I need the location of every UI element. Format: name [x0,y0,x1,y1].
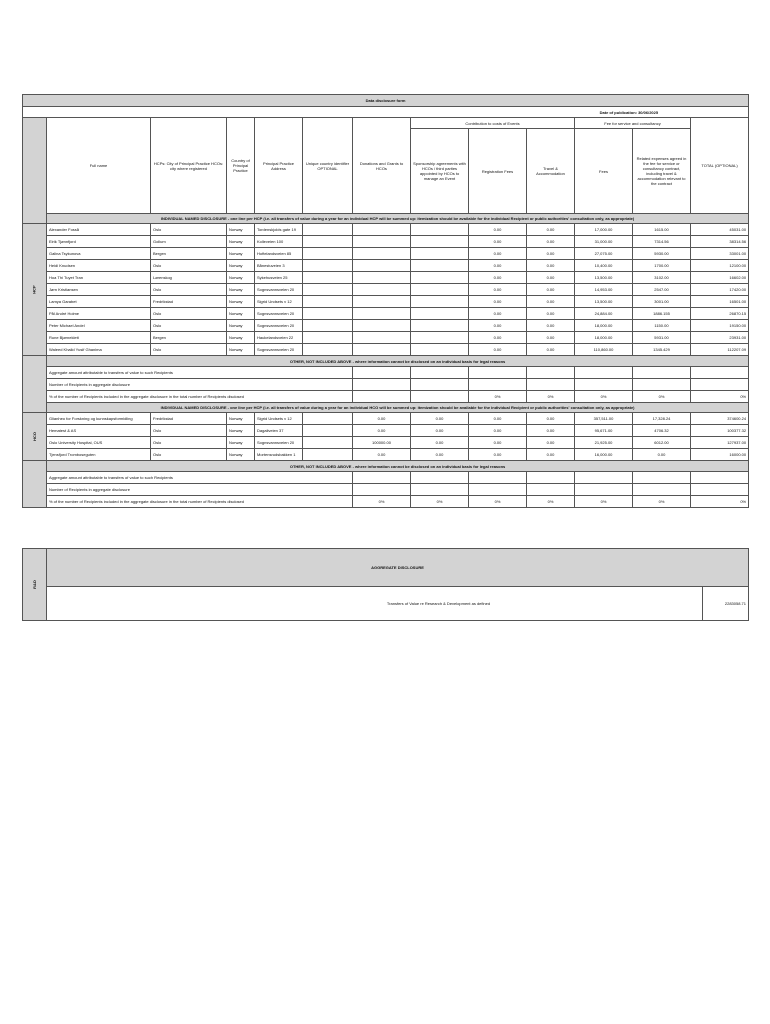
hcp-cell-total: 17420.00 [691,284,749,296]
hcp-table-row [23,224,749,236]
hcp-cell-reg: 0.00 [469,308,527,320]
hcp-cell-city: Oslo [151,284,227,296]
hcp-cell-name: Galina Tsykunova [47,248,151,260]
hcp-cell-total: 12100.00 [691,260,749,272]
hcp-cell-address: Hoftelandsveien 85 [255,248,303,260]
hcp-cell-city: Oslo [151,308,227,320]
hcp-pct-label: % of the number of Recipients included in the aggregate disclosure in the total number of Recipients disclosed [47,391,353,403]
hcp-cell-don [353,272,411,284]
hco-pct-total: 0% [691,496,749,508]
hcp-cell-city: Fredrikstad [151,296,227,308]
hco-cell-id [303,437,353,449]
hcp-cell-total: 23931.00 [691,332,749,344]
hcp-cell-id [303,296,353,308]
hcp-cell-travel: 0.00 [527,248,575,260]
hco-cell-city: Oslo [151,437,227,449]
hcp-cell-reg: 0.00 [469,320,527,332]
hco-cell-reg: 0.00 [469,425,527,437]
hcp-cell-address: Sognsvannsveien 20 [255,344,303,356]
rd-label: Transfers of Value re Research & Development as defined [47,587,703,621]
hcp-cell-don [353,320,411,332]
hcp-cell-country: Norway [227,296,255,308]
hcp-cell-city: Oslo [151,224,227,236]
hcp-cell-name: Jørn Kristiansen [47,284,151,296]
hcp-cell-id [303,284,353,296]
hco-other-banner: OTHER, NOT INCLUDED ABOVE - where information cannot be disclosed on an individual basis for legal reasons [47,461,749,472]
hcp-cell-id [303,308,353,320]
rd-header: AGGREGATE DISCLOSURE [47,549,749,587]
col-total: TOTAL (OPTIONAL) [691,118,749,214]
hcp-cell-name: Heidi Knudsen [47,260,151,272]
hco-cell-city: Oslo [151,425,227,437]
publication-date: Date of publication: 30/06/2025 [23,107,749,118]
hcp-cell-total: 16602.00 [691,272,749,284]
hcp-cell-reg: 0.00 [469,296,527,308]
hcp-cell-id [303,332,353,344]
hco-cell-country: Norway [227,437,255,449]
hcp-cell-reg: 0.00 [469,332,527,344]
hco-cell-id [303,425,353,437]
hcp-cell-total: 26870.15 [691,308,749,320]
hcp-cell-related: 5930.00 [633,248,691,260]
hcp-table-row [23,332,749,344]
hcp-cell-city: Lørenskog [151,272,227,284]
hco-table-row [23,413,749,425]
hcp-cell-city: Bergen [151,332,227,344]
hco-cell-related: 17,328.24 [633,413,691,425]
hcp-cell-don [353,296,411,308]
col-related: Related expenses agreed in the fee for service or consultancy contract, including travel & accommodation relevant to the contract [633,129,691,214]
hco-agg-label: Aggregate amount attributable to transfers of value to such Recipients [47,472,353,484]
hco-cell-fees: 357,511.00 [575,413,633,425]
hcp-cell-don [353,284,411,296]
hcp-cell-reg: 0.00 [469,224,527,236]
col-travel: Travel & Accommodation [527,129,575,214]
hco-cell-city: Oslo [151,449,227,461]
hco-cell-reg: 0.00 [469,437,527,449]
hcp-agg-label: Aggregate amount attributable to transfers of value to such Recipients [47,367,353,379]
hcp-cell-reg: 0.00 [469,260,527,272]
hcp-table-row [23,248,749,260]
hcp-table-row [23,320,749,332]
hcp-cell-country: Norway [227,284,255,296]
hcp-cell-address: Sigrid Undsets v 12 [255,296,303,308]
hcp-cell-name: Waleed Khalid Yusif Ghanima [47,344,151,356]
hco-table-row [23,437,749,449]
hcp-cell-travel: 0.00 [527,260,575,272]
hcp-cell-spon [411,320,469,332]
hcp-cell-travel: 0.00 [527,224,575,236]
hcp-cell-total: 112207.09 [691,344,749,356]
hcp-cell-address: Sykehusveien 25 [255,272,303,284]
hcp-cell-address: Sognsvannsveien 20 [255,284,303,296]
hcp-cell-fees: 31,000.00 [575,236,633,248]
hcp-cell-spon [411,272,469,284]
hcp-cell-total: 16501.00 [691,296,749,308]
col-country: Country of Principal Practice [227,118,255,214]
hcp-cell-don [353,236,411,248]
hcp-cell-id [303,260,353,272]
hcp-cell-name: Alexander Fosså [47,224,151,236]
hcp-table-row [23,344,749,356]
hcp-cell-spon [411,308,469,320]
hco-cell-name: Hematest & AS [47,425,151,437]
hcp-other-banner: OTHER, NOT INCLUDED ABOVE - where information cannot be disclosed on an individual basis for legal reasons [47,356,749,367]
hcp-cell-related: 1700.00 [633,260,691,272]
hcp-cell-don [353,248,411,260]
hco-cell-address: Sigrid Undsets v 12 [255,413,303,425]
hcp-cell-fees: 110,860.00 [575,344,633,356]
hcp-side-label: HCP [31,285,37,294]
group-contribution: Contribution to costs of Events [411,118,575,129]
hco-cell-total: 16000.00 [691,449,749,461]
rd-value: 2283058.71 [703,587,749,621]
hcp-cell-spon [411,224,469,236]
hco-cell-don: 0.00 [353,413,411,425]
hco-cell-reg: 0.00 [469,449,527,461]
hco-cell-travel: 0.00 [527,413,575,425]
hcp-cell-fees: 13,500.00 [575,296,633,308]
hco-pct-don: 0% [353,496,411,508]
hco-pct-label: % of the number of Recipients included in the aggregate disclosure in the total number of Recipients disclosed [47,496,353,508]
hcp-cell-spon [411,260,469,272]
hco-cell-spon: 0.00 [411,425,469,437]
hcp-cell-city: Oslo [151,320,227,332]
hco-pct-fees: 0% [575,496,633,508]
hco-pct-reg: 0% [469,496,527,508]
hco-cell-related: 6012.00 [633,437,691,449]
hco-cell-id [303,413,353,425]
hco-cell-fees: 16,000.00 [575,449,633,461]
col-city: HCPs: City of Principal Practice HCOs: city where registered [151,118,227,214]
hcp-count-label: Number of Recipients in aggregate disclosure [47,379,353,391]
hcp-cell-id [303,236,353,248]
hcp-cell-related: 3001.00 [633,296,691,308]
hcp-cell-related: 7314.56 [633,236,691,248]
hcp-cell-id [303,224,353,236]
hcp-cell-id [303,272,353,284]
hcp-cell-spon [411,284,469,296]
hco-cell-address: Mortensrudsbakken 1 [255,449,303,461]
hcp-cell-fees: 24,884.00 [575,308,633,320]
hco-cell-don: 100000.00 [353,437,411,449]
hcp-cell-address: Haukelandsveien 22 [255,332,303,344]
hcp-cell-related: 5931.00 [633,332,691,344]
hcp-cell-name: Rune Bjørneklett [47,332,151,344]
disclosure-table [22,94,749,508]
col-full-name: Full name [47,118,151,214]
hco-cell-total: 100377.32 [691,425,749,437]
hcp-cell-total: 33001.00 [691,248,749,260]
hcp-cell-don [353,344,411,356]
hco-cell-travel: 0.00 [527,449,575,461]
hcp-cell-country: Norway [227,344,255,356]
hcp-cell-name: Eirik Tjønnfjord [47,236,151,248]
hcp-cell-fees: 13,500.00 [575,272,633,284]
hco-cell-fees: 21,925.00 [575,437,633,449]
hco-pct-spon: 0% [411,496,469,508]
hco-cell-don: 0.00 [353,449,411,461]
hcp-cell-address: Sognsvannsveien 20 [255,308,303,320]
hco-named-banner: INDIVIDUAL NAMED DISCLOSURE - one line per HCP (i.e. all transfers of value during a year for an individual HCO will be summed up: itemization should be available for the individual Recipient or public authorities' consultation only, as appropriate) [47,403,749,413]
hco-table-row [23,425,749,437]
rd-table [22,548,749,621]
hcp-cell-fees: 27,075.00 [575,248,633,260]
col-fees: Fees [575,129,633,214]
hcp-cell-related: 1345.429 [633,344,691,356]
hcp-cell-travel: 0.00 [527,308,575,320]
hcp-cell-city: Oslo [151,344,227,356]
hcp-cell-total: 38314.56 [691,236,749,248]
hcp-named-banner: INDIVIDUAL NAMED DISCLOSURE - one line per HCP (i.e. all transfers of value during a year for an individual HCP will be summed up: itemization should be available for the individual Recipient or public authorities' consultation only, as appropriate) [47,214,749,224]
hcp-cell-travel: 0.00 [527,284,575,296]
hcp-cell-country: Norway [227,308,255,320]
hco-cell-total: 127937.00 [691,437,749,449]
hcp-cell-city: Gollum [151,236,227,248]
hcp-cell-don [353,332,411,344]
hcp-cell-reg: 0.00 [469,248,527,260]
hcp-cell-reg: 0.00 [469,344,527,356]
col-address: Principal Practice Address [255,118,303,214]
hco-cell-country: Norway [227,449,255,461]
hco-cell-name: Oslo University Hospital, OUS [47,437,151,449]
hco-cell-reg: 0.00 [469,413,527,425]
hcp-cell-don [353,224,411,236]
hcp-cell-city: Oslo [151,260,227,272]
hcp-table-row [23,284,749,296]
hcp-cell-total: 45031.00 [691,224,749,236]
hco-cell-name: Tjensfjord Tromboseguten [47,449,151,461]
hcp-pct-fees: 0% [575,391,633,403]
hco-cell-address: Dagaliveien 37 [255,425,303,437]
form-title: Data disclosure form [23,95,749,107]
hcp-cell-address: Bånestuveien 3 [255,260,303,272]
hcp-cell-id [303,248,353,260]
hcp-table-row [23,296,749,308]
col-sponsorship: Sponsorship agreements with HCOs / third parties appointed by HCOs to manage an Event [411,129,469,214]
hco-cell-name: Glianheo for Forskning og kunnskapsformidling [47,413,151,425]
hcp-cell-travel: 0.00 [527,332,575,344]
hcp-cell-country: Norway [227,332,255,344]
hcp-cell-travel: 0.00 [527,296,575,308]
hcp-cell-id [303,320,353,332]
hcp-cell-total: 19150.00 [691,320,749,332]
hcp-cell-country: Norway [227,260,255,272]
hcp-cell-spon [411,296,469,308]
hcp-cell-name: Hoa Thi Tuyet Tran [47,272,151,284]
hcp-cell-id [303,344,353,356]
hco-count-label: Number of Recipients in aggregate disclosure [47,484,353,496]
hcp-cell-country: Norway [227,248,255,260]
hco-pct-related: 0% [633,496,691,508]
hcp-pct-reg: 0% [469,391,527,403]
hco-cell-country: Norway [227,425,255,437]
hco-cell-total: 374600.24 [691,413,749,425]
hcp-cell-spon [411,344,469,356]
hcp-cell-country: Norway [227,320,255,332]
hcp-cell-city: Bergen [151,248,227,260]
hcp-cell-reg: 0.00 [469,272,527,284]
hcp-cell-reg: 0.00 [469,236,527,248]
hcp-pct-total: 0% [691,391,749,403]
rd-side-label: R&D [31,580,37,589]
hcp-cell-name: Lamya Garabet [47,296,151,308]
hcp-cell-related: 3102.00 [633,272,691,284]
hco-cell-spon: 0.00 [411,449,469,461]
col-identifier: Unique country identifier OPTIONAL [303,118,353,214]
hcp-cell-related: 1615.00 [633,224,691,236]
hcp-cell-spon [411,332,469,344]
hcp-cell-spon [411,236,469,248]
hcp-cell-travel: 0.00 [527,344,575,356]
hcp-table-row [23,236,749,248]
group-fee: Fee for service and consultancy [575,118,691,129]
hcp-table-row [23,272,749,284]
hco-side-label: HCO [31,432,37,441]
hcp-table-row [23,308,749,320]
hcp-cell-related: 1150.00 [633,320,691,332]
hcp-table-row [23,260,749,272]
hcp-cell-address: Tordenskjolds gate 19 [255,224,303,236]
hcp-cell-fees: 17,000.00 [575,224,633,236]
hcp-cell-fees: 14,953.00 [575,284,633,296]
hco-cell-fees: 95,671.00 [575,425,633,437]
hcp-cell-travel: 0.00 [527,320,575,332]
hco-cell-don: 0.00 [353,425,411,437]
hco-cell-address: Sognsvannsveien 20 [255,437,303,449]
hcp-cell-fees: 18,000.00 [575,320,633,332]
hco-cell-related: 0.00 [633,449,691,461]
hcp-cell-country: Norway [227,272,255,284]
hcp-cell-reg: 0.00 [469,284,527,296]
hcp-cell-don [353,260,411,272]
hcp-cell-name: Pål André Holme [47,308,151,320]
hco-cell-related: 4706.32 [633,425,691,437]
hcp-cell-related: 2547.00 [633,284,691,296]
hco-table-row [23,449,749,461]
hco-cell-country: Norway [227,413,255,425]
hcp-cell-country: Norway [227,224,255,236]
hcp-pct-travel: 0% [527,391,575,403]
col-donations: Donations and Grants to HCOs [353,118,411,214]
hco-cell-spon: 0.00 [411,413,469,425]
hco-cell-city: Fredrikstad [151,413,227,425]
hcp-cell-related: 1886.155 [633,308,691,320]
hcp-cell-address: Sognsvannsveien 20 [255,320,303,332]
hcp-cell-spon [411,248,469,260]
hcp-cell-country: Norway [227,236,255,248]
hco-cell-spon: 0.00 [411,437,469,449]
hcp-cell-don [353,308,411,320]
col-registration: Registration Fees [469,129,527,214]
hcp-cell-fees: 10,400.00 [575,260,633,272]
hcp-pct-related: 0% [633,391,691,403]
hcp-cell-fees: 18,000.00 [575,332,633,344]
hcp-cell-travel: 0.00 [527,272,575,284]
hco-cell-travel: 0.00 [527,437,575,449]
hco-pct-travel: 0% [527,496,575,508]
hcp-cell-name: Peter Michael Andel [47,320,151,332]
hcp-cell-travel: 0.00 [527,236,575,248]
hco-cell-travel: 0.00 [527,425,575,437]
hcp-cell-address: Kolleveien 100 [255,236,303,248]
hco-cell-id [303,449,353,461]
